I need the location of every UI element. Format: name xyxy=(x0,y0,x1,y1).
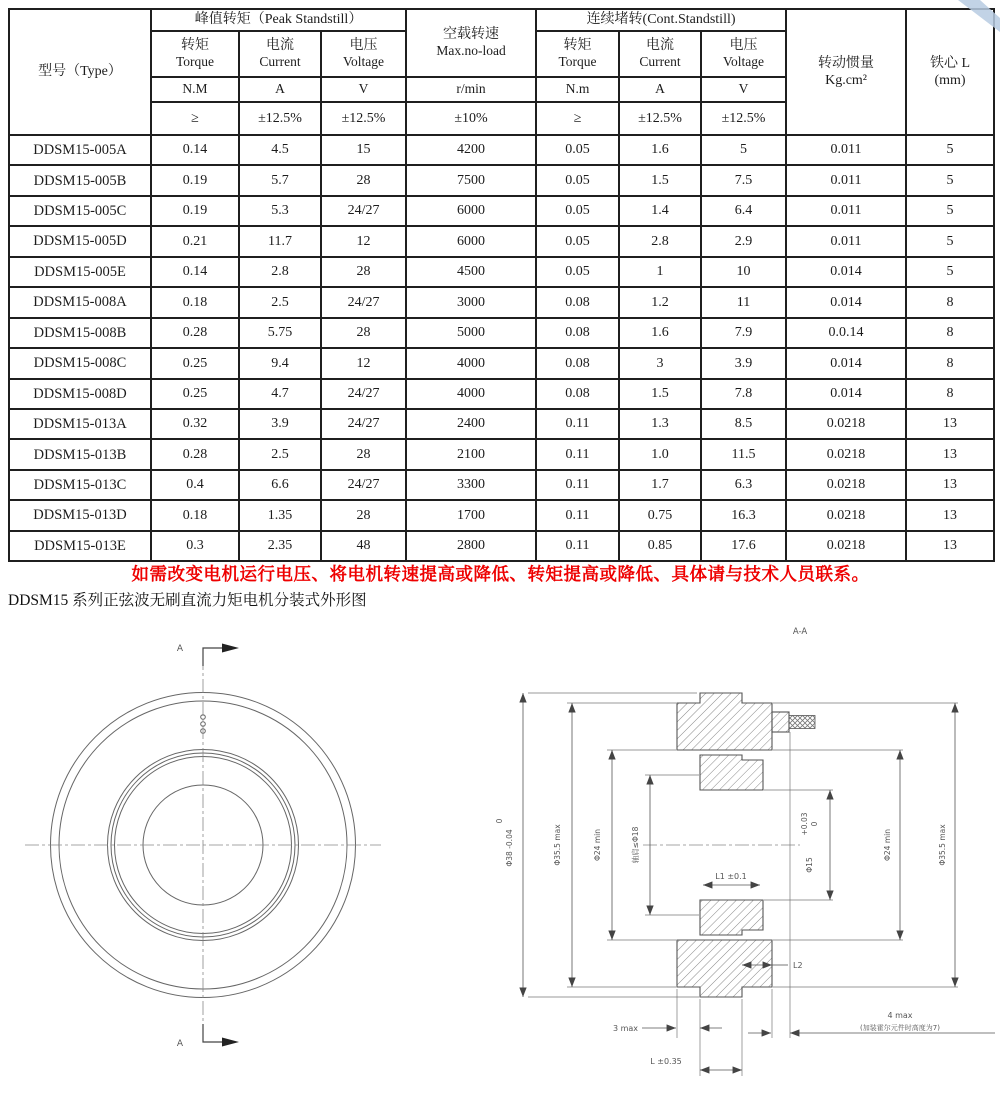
value-cell: 7.8 xyxy=(701,379,786,409)
col-header-core xyxy=(906,9,994,135)
value-cell: 1.6 xyxy=(619,135,701,165)
value-cell: 1.6 xyxy=(619,318,701,348)
col-header-peak-current xyxy=(239,31,321,77)
value-cell: 0.11 xyxy=(536,531,619,561)
cont-current-en: Current xyxy=(639,54,681,70)
table-row xyxy=(9,439,994,469)
col-group-cont: 连续堵转(Cont.Standstill) xyxy=(536,9,786,31)
value-cell: 4000 xyxy=(406,348,536,378)
table-row xyxy=(9,165,994,195)
value-cell: 13 xyxy=(906,439,994,469)
value-cell: 0.28 xyxy=(151,318,239,348)
value-cell: 0.011 xyxy=(786,135,906,165)
outline-drawings xyxy=(0,618,1000,1098)
table-row xyxy=(9,318,994,348)
value-cell: 5 xyxy=(906,226,994,256)
value-cell: 4000 xyxy=(406,379,536,409)
value-cell: 24/27 xyxy=(321,287,406,317)
value-cell: 0.05 xyxy=(536,196,619,226)
unit-noload: r/min xyxy=(406,77,536,102)
table-row xyxy=(9,196,994,226)
peak-torque-en: Torque xyxy=(175,54,215,70)
cont-voltage-cn: 电压 xyxy=(729,37,758,53)
dim-d24-right: Φ24 min xyxy=(883,829,892,861)
value-cell: 24/27 xyxy=(321,470,406,500)
length-labels xyxy=(613,872,940,1066)
rotor-top xyxy=(700,755,763,790)
dim-d38: Φ38 -0.04 xyxy=(505,829,514,867)
value-cell: 0.11 xyxy=(536,439,619,469)
col-header-inertia xyxy=(786,9,906,135)
spec-table xyxy=(8,8,995,562)
value-cell: 0.75 xyxy=(619,500,701,530)
noload-cn: 空载转速 xyxy=(443,26,500,42)
value-cell: 7.5 xyxy=(701,165,786,195)
value-cell: 2.35 xyxy=(239,531,321,561)
model-cell: DDSM15-008B xyxy=(9,318,151,348)
dim-3max: 3 max xyxy=(612,1024,638,1033)
value-cell: 0.08 xyxy=(536,379,619,409)
value-cell: 0.4 xyxy=(151,470,239,500)
tol-peak-torque: ≥ xyxy=(151,102,239,135)
table-row xyxy=(9,409,994,439)
value-cell: 0.05 xyxy=(536,226,619,256)
value-cell: 0.25 xyxy=(151,379,239,409)
section-view xyxy=(495,627,995,1076)
section-marker-top xyxy=(177,644,239,667)
value-cell: 13 xyxy=(906,409,994,439)
value-cell: 2800 xyxy=(406,531,536,561)
dim-4max-note: (加装霍尔元件时高度为7) xyxy=(860,1024,940,1032)
model-cell: DDSM15-008C xyxy=(9,348,151,378)
value-cell: 0.014 xyxy=(786,348,906,378)
table-row xyxy=(9,348,994,378)
value-cell: 5 xyxy=(906,135,994,165)
model-cell: DDSM15-013E xyxy=(9,531,151,561)
value-cell: 1.7 xyxy=(619,470,701,500)
value-cell: 2.8 xyxy=(619,226,701,256)
value-cell: 5.7 xyxy=(239,165,321,195)
value-cell: 8 xyxy=(906,379,994,409)
value-cell: 24/27 xyxy=(321,379,406,409)
value-cell: 9.4 xyxy=(239,348,321,378)
section-marker-bottom xyxy=(177,1024,239,1049)
value-cell: 8 xyxy=(906,348,994,378)
value-cell: 0.14 xyxy=(151,135,239,165)
value-cell: 0.08 xyxy=(536,287,619,317)
model-cell: DDSM15-013A xyxy=(9,409,151,439)
value-cell: 24/27 xyxy=(321,196,406,226)
connector-block xyxy=(772,712,789,732)
value-cell: 11.7 xyxy=(239,226,321,256)
value-cell: 0.014 xyxy=(786,257,906,287)
dim-d24-left: Φ24 min xyxy=(593,829,602,861)
value-cell: 5 xyxy=(906,165,994,195)
inertia-unit: Kg.cm² xyxy=(825,73,867,88)
tol-cont-torque: ≥ xyxy=(536,102,619,135)
value-cell: 3.9 xyxy=(239,409,321,439)
value-cell: 5 xyxy=(906,196,994,226)
table-row xyxy=(9,257,994,287)
value-cell: 0.32 xyxy=(151,409,239,439)
value-cell: 28 xyxy=(321,165,406,195)
value-cell: 13 xyxy=(906,500,994,530)
value-cell: 5 xyxy=(906,257,994,287)
front-view xyxy=(25,644,381,1050)
value-cell: 12 xyxy=(321,348,406,378)
value-cell: 0.0218 xyxy=(786,439,906,469)
value-cell: 4.5 xyxy=(239,135,321,165)
value-cell: 10 xyxy=(701,257,786,287)
value-cell: 28 xyxy=(321,500,406,530)
table-row xyxy=(9,470,994,500)
value-cell: 0.011 xyxy=(786,196,906,226)
tol-noload: ±10% xyxy=(406,102,536,135)
value-cell: 5.75 xyxy=(239,318,321,348)
col-header-peak-torque xyxy=(151,31,239,77)
table-row xyxy=(9,287,994,317)
value-cell: 11.5 xyxy=(701,439,786,469)
value-cell: 24/27 xyxy=(321,409,406,439)
model-cell: DDSM15-005C xyxy=(9,196,151,226)
model-cell: DDSM15-013B xyxy=(9,439,151,469)
peak-voltage-cn: 电压 xyxy=(349,37,378,53)
peak-torque-cn: 转矩 xyxy=(181,37,209,53)
value-cell: 1.35 xyxy=(239,500,321,530)
dim-L: L ±0.35 xyxy=(650,1057,682,1066)
dim-l1: L1 ±0.1 xyxy=(715,872,747,881)
dim-d355-left: Φ35.5 max xyxy=(553,824,562,866)
value-cell: 48 xyxy=(321,531,406,561)
peak-current-en: Current xyxy=(259,54,301,70)
unit-cont-current: A xyxy=(619,77,701,102)
unit-cont-torque: N.m xyxy=(536,77,619,102)
value-cell: 6000 xyxy=(406,226,536,256)
value-cell: 6.4 xyxy=(701,196,786,226)
value-cell: 0.014 xyxy=(786,379,906,409)
value-cell: 2100 xyxy=(406,439,536,469)
dim-d15-tol-lower: 0 xyxy=(810,821,819,827)
unit-peak-voltage: V xyxy=(321,77,406,102)
lead-wires xyxy=(789,716,815,729)
value-cell: 1.5 xyxy=(619,165,701,195)
value-cell: 3000 xyxy=(406,287,536,317)
unit-cont-voltage: V xyxy=(701,77,786,102)
dim-4max: 4 max xyxy=(887,1011,913,1020)
cont-torque-cn: 转矩 xyxy=(563,37,592,53)
value-cell: 8.5 xyxy=(701,409,786,439)
value-cell: 7500 xyxy=(406,165,536,195)
value-cell: 0.11 xyxy=(536,409,619,439)
col-header-cont-torque xyxy=(536,31,619,77)
col-header-peak-voltage xyxy=(321,31,406,77)
table-row xyxy=(9,226,994,256)
value-cell: 0.11 xyxy=(536,470,619,500)
model-cell: DDSM15-005E xyxy=(9,257,151,287)
value-cell: 0.08 xyxy=(536,318,619,348)
value-cell: 0.3 xyxy=(151,531,239,561)
stator-top xyxy=(677,693,772,750)
value-cell: 0.19 xyxy=(151,165,239,195)
value-cell: 0.0218 xyxy=(786,409,906,439)
model-cell: DDSM15-005A xyxy=(9,135,151,165)
value-cell: 4.7 xyxy=(239,379,321,409)
value-cell: 6.6 xyxy=(239,470,321,500)
value-cell: 17.6 xyxy=(701,531,786,561)
table-row xyxy=(9,500,994,530)
value-cell: 28 xyxy=(321,439,406,469)
value-cell: 0.08 xyxy=(536,348,619,378)
value-cell: 7.9 xyxy=(701,318,786,348)
section-letter-bottom: A xyxy=(176,1039,184,1049)
value-cell: 0.05 xyxy=(536,135,619,165)
value-cell: 0.28 xyxy=(151,439,239,469)
value-cell: 3.9 xyxy=(701,348,786,378)
rotor-bottom xyxy=(700,900,763,935)
value-cell: 0.0218 xyxy=(786,470,906,500)
value-cell: 0.05 xyxy=(536,165,619,195)
value-cell: 2.9 xyxy=(701,226,786,256)
value-cell: 28 xyxy=(321,318,406,348)
model-cell: DDSM15-005B xyxy=(9,165,151,195)
value-cell: 0.014 xyxy=(786,287,906,317)
value-cell: 1.0 xyxy=(619,439,701,469)
value-cell: 5000 xyxy=(406,318,536,348)
value-cell: 3 xyxy=(619,348,701,378)
unit-peak-current: A xyxy=(239,77,321,102)
value-cell: 0.011 xyxy=(786,165,906,195)
value-cell: 8 xyxy=(906,318,994,348)
col-header-cont-current xyxy=(619,31,701,77)
col-header-cont-voltage xyxy=(701,31,786,77)
stator-bottom xyxy=(677,940,772,997)
value-cell: 4500 xyxy=(406,257,536,287)
value-cell: 0.11 xyxy=(536,500,619,530)
core-unit: (mm) xyxy=(934,73,966,88)
dim-shaft-shoulder: 轴肩≤Φ18 xyxy=(631,826,640,864)
value-cell: 0.19 xyxy=(151,196,239,226)
value-cell: 0.18 xyxy=(151,287,239,317)
value-cell: 0.14 xyxy=(151,257,239,287)
dim-d15: Φ15 xyxy=(805,857,814,873)
value-cell: 1 xyxy=(619,257,701,287)
drawing-title: DDSM15 系列正弦波无刷直流力矩电机分装式外形图 xyxy=(8,592,367,609)
value-cell: 0.25 xyxy=(151,348,239,378)
model-cell: DDSM15-005D xyxy=(9,226,151,256)
value-cell: 16.3 xyxy=(701,500,786,530)
peak-current-cn: 电流 xyxy=(266,37,294,53)
col-header-type: 型号（Type） xyxy=(9,9,151,135)
value-cell: 0.0.14 xyxy=(786,318,906,348)
value-cell: 0.05 xyxy=(536,257,619,287)
voltage-change-notice: 如需改变电机运行电压、将电机转速提高或降低、转矩提高或降低、具体请与技术人员联系。 xyxy=(131,565,870,585)
value-cell: 5.3 xyxy=(239,196,321,226)
value-cell: 6000 xyxy=(406,196,536,226)
model-cell: DDSM15-013C xyxy=(9,470,151,500)
value-cell: 0.0218 xyxy=(786,500,906,530)
model-cell: DDSM15-013D xyxy=(9,500,151,530)
value-cell: 0.18 xyxy=(151,500,239,530)
cont-voltage-en: Voltage xyxy=(723,54,765,70)
tol-peak-voltage: ±12.5% xyxy=(321,102,406,135)
value-cell: 12 xyxy=(321,226,406,256)
value-cell: 2.8 xyxy=(239,257,321,287)
table-row xyxy=(9,531,994,561)
core-cn: 铁心 L xyxy=(930,55,971,71)
value-cell: 11 xyxy=(701,287,786,317)
peak-voltage-en: Voltage xyxy=(343,54,385,70)
table-row xyxy=(9,135,994,165)
diameter-labels xyxy=(495,812,947,872)
value-cell: 28 xyxy=(321,257,406,287)
cont-torque-en: Torque xyxy=(558,54,597,70)
value-cell: 0.0218 xyxy=(786,531,906,561)
value-cell: 0.011 xyxy=(786,226,906,256)
model-cell: DDSM15-008A xyxy=(9,287,151,317)
value-cell: 3300 xyxy=(406,470,536,500)
table-row xyxy=(9,379,994,409)
noload-en: Max.no-load xyxy=(436,43,506,59)
dim-d355-right: Φ35.5 max xyxy=(938,824,947,866)
value-cell: 0.21 xyxy=(151,226,239,256)
dim-d38-tolerance: 0 xyxy=(495,818,504,824)
value-cell: 13 xyxy=(906,470,994,500)
value-cell: 8 xyxy=(906,287,994,317)
col-header-noload xyxy=(406,9,536,77)
value-cell: 13 xyxy=(906,531,994,561)
value-cell: 2.5 xyxy=(239,439,321,469)
value-cell: 6.3 xyxy=(701,470,786,500)
dim-d15-tol-upper: +0.03 xyxy=(800,812,809,836)
value-cell: 4200 xyxy=(406,135,536,165)
cont-current-cn: 电流 xyxy=(646,37,675,53)
tol-cont-voltage: ±12.5% xyxy=(701,102,786,135)
tol-cont-current: ±12.5% xyxy=(619,102,701,135)
tol-peak-current: ±12.5% xyxy=(239,102,321,135)
value-cell: 1.2 xyxy=(619,287,701,317)
dim-l2: L2 xyxy=(793,961,803,970)
col-group-peak: 峰值转矩（Peak Standstill） xyxy=(151,9,406,31)
value-cell: 1.5 xyxy=(619,379,701,409)
section-letter-top: A xyxy=(176,644,184,654)
unit-peak-torque: N.M xyxy=(151,77,239,102)
value-cell: 2400 xyxy=(406,409,536,439)
model-cell: DDSM15-008D xyxy=(9,379,151,409)
section-view-title: A-A xyxy=(792,627,808,637)
inertia-cn: 转动惯量 xyxy=(818,55,875,71)
value-cell: 0.85 xyxy=(619,531,701,561)
value-cell: 1.3 xyxy=(619,409,701,439)
value-cell: 1.4 xyxy=(619,196,701,226)
value-cell: 5 xyxy=(701,135,786,165)
centerlines xyxy=(25,656,381,1036)
value-cell: 15 xyxy=(321,135,406,165)
value-cell: 2.5 xyxy=(239,287,321,317)
value-cell: 1700 xyxy=(406,500,536,530)
